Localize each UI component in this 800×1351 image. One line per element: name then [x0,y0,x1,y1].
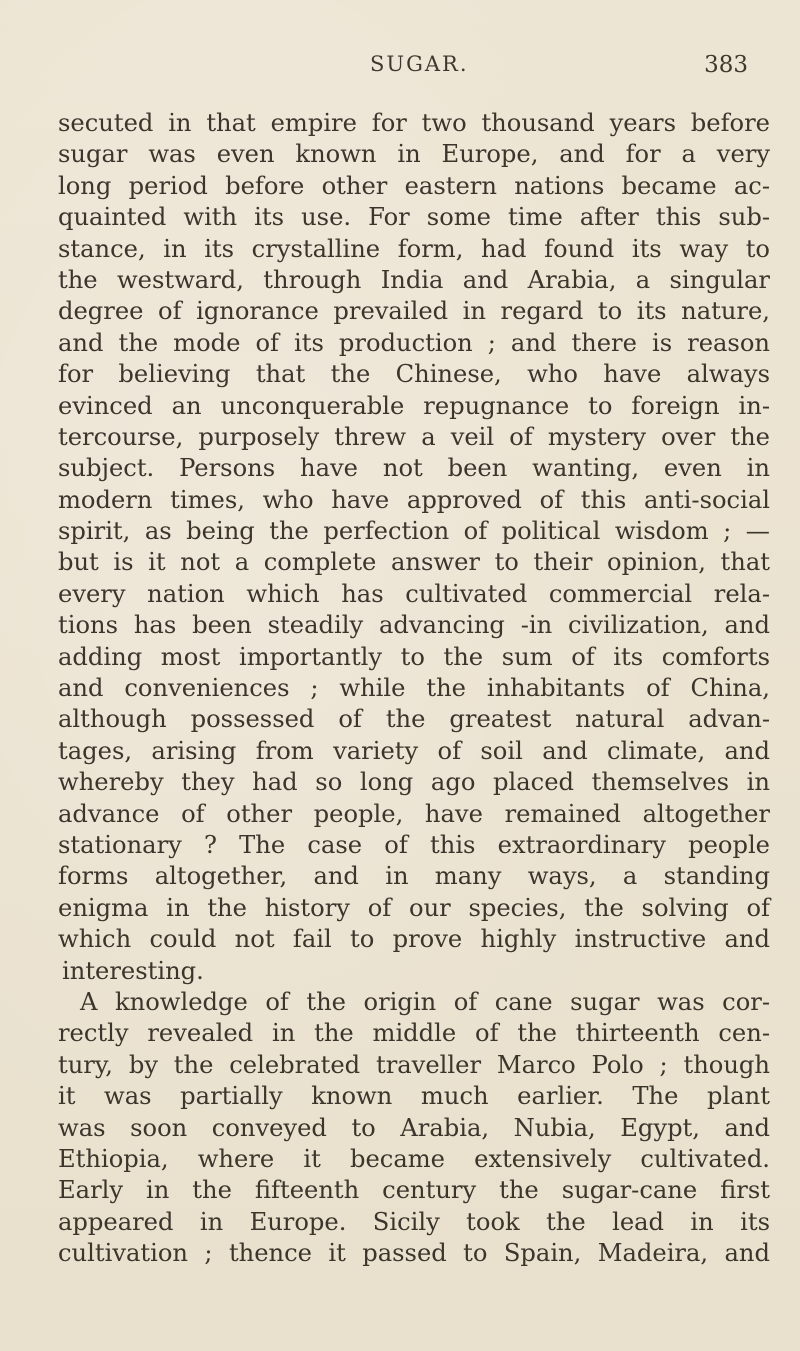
text-line: adding most importantly to the sum of its comforts [58,642,770,671]
text-line: which could not fail to prove highly instructive and [58,925,770,954]
text-line: subject. Persons have not been wanting, even in [58,454,770,483]
text-line: Early in the fifteenth century the sugar-cane first [58,1176,770,1205]
text-line: tions has been steadily advancing -in civilization, and [58,611,770,640]
body-text [58,108,770,1269]
text-line: modern times, who have approved of this anti-social [58,485,770,514]
text-line: for believing that the Chinese, who have always [58,360,770,389]
text-line: and the mode of its production ; and there is reason [58,328,770,357]
running-head [0,52,800,84]
text-line: but is it not a complete answer to their opinion, that [58,548,770,577]
text-line: tury, by the celebrated traveller Marco Polo ; though [58,1050,770,1079]
text-line: spirit, as being the perfection of political wisdom ; — [58,517,770,546]
text-line: and conveniences ; while the inhabitants of China, [58,674,770,703]
running-title: SUGAR. [370,52,469,76]
text-line: the westward, through India and Arabia, a singular [58,265,770,294]
text-line: long period before other eastern nations became ac- [58,171,770,200]
text-line: stationary ? The case of this extraordinary people [58,830,770,859]
text-line: appeared in Europe. Sicily took the lead in its [58,1207,770,1236]
text-line: whereby they had so long ago placed themselves in [58,768,770,797]
paragraph-end-line: interesting. [62,956,204,985]
text-line: degree of ignorance prevailed in regard to its nature, [58,297,770,326]
text-line: advance of other people, have remained altogether [58,799,770,828]
text-line: sugar was even known in Europe, and for a very [58,140,770,169]
text-line: quainted with its use. For some time after this sub- [58,203,770,232]
text-line: every nation which has cultivated commercial rela- [58,579,770,608]
text-line: forms altogether, and in many ways, a standing [58,862,770,891]
page-number: 383 [704,52,748,78]
text-line: tercourse, purposely threw a veil of mystery over the [58,422,770,451]
text-line: tages, arising from variety of soil and climate, and [58,736,770,765]
text-line: enigma in the history of our species, the solving of [58,893,770,922]
text-line: cultivation ; thence it passed to Spain, Madeira, and [58,1239,770,1268]
text-line: rectly revealed in the middle of the thirteenth cen- [58,1019,770,1048]
text-line: Ethiopia, where it became extensively cultivated. [58,1144,770,1173]
text-line: was soon conveyed to Arabia, Nubia, Egypt, and [58,1113,770,1142]
text-line: stance, in its crystalline form, had found its way to [58,234,770,263]
text-line: secuted in that empire for two thousand years before [58,109,770,137]
paragraph-start-line: A knowledge of the origin of cane sugar was cor- [80,987,770,1016]
text-line: it was partially known much earlier. The plant [58,1082,770,1111]
text-line: although possessed of the greatest natural advan- [58,705,770,734]
text-line: evinced an unconquerable repugnance to foreign in- [58,391,770,420]
